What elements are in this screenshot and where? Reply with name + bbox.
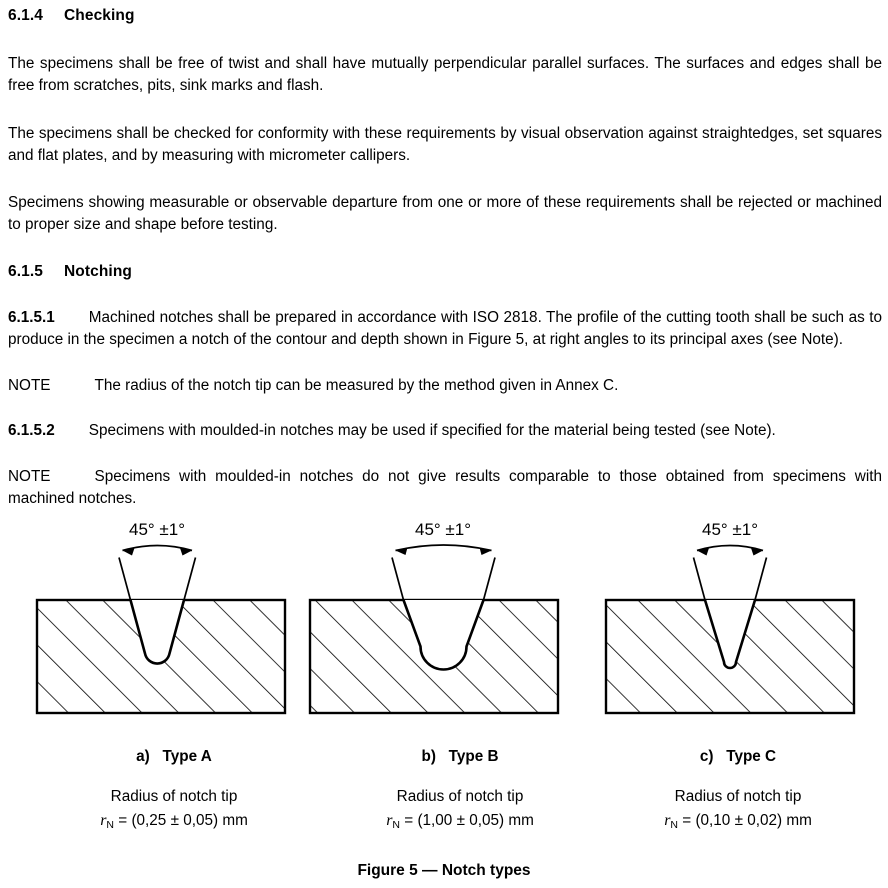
paragraph-checking-2: The specimens shall be checked for conformity with these requirements by visual observation against straightedges, set squares and flat plates, and by measuring with micrometer callipers. [8, 124, 882, 164]
notch-flank-left-b [392, 558, 404, 601]
caption-radius-heading-b: Radius of notch tip [396, 788, 524, 806]
paragraph-6-1-5-1 [8, 307, 882, 350]
paragraph-6-1-5-1-number: 6.1.5.1 [8, 309, 55, 327]
caption-column-b [312, 748, 608, 832]
heading-6-1-5-number: 6.1.5 [8, 262, 43, 280]
note-moulded-in-text: Specimens with moulded-in notches do not give results comparable to those obtained from specimens with machined notches. [8, 467, 882, 507]
angle-label-a: 45° ±1° [128, 520, 186, 539]
radius-symbol-b: r [386, 811, 393, 829]
notch-flank-right-c [755, 558, 767, 601]
caption-title-a: a) Type A [136, 748, 212, 765]
radius-symbol-c: r [664, 811, 671, 829]
heading-6-1-4-number: 6.1.4 [8, 7, 43, 24]
document-text-content [8, 6, 882, 509]
notch-diagram-type-a [12, 510, 308, 740]
notch-flank-right-b [484, 558, 496, 601]
figure-5-caption: Figure 5 — Notch types [357, 862, 531, 879]
paragraph-6-1-5-2-number: 6.1.5.2 [8, 422, 55, 440]
notch-flank-left-c [694, 558, 706, 601]
angle-label-c: 45° ±1° [701, 520, 759, 539]
caption-column-a [26, 748, 322, 832]
heading-6-1-5 [8, 262, 882, 281]
caption-radius-value-b [312, 809, 608, 832]
paragraph-6-1-5-2 [8, 420, 882, 442]
radius-expression-c: = (0,10 ± 0,02) mm [678, 811, 812, 829]
heading-6-1-4 [8, 6, 882, 25]
paragraph-checking-3: Specimens showing measurable or observable departure from one or more of these requirements shall be rejected or machined to proper size and shape before testing. [8, 194, 882, 233]
notch-flank-left-a [119, 558, 131, 601]
notch-flank-right-a [184, 558, 196, 601]
note-moulded-in [8, 466, 882, 509]
radius-subscript-c: N [670, 818, 679, 831]
note-annex-c-text: The radius of the notch tip can be measured by the method given in Annex C. [94, 376, 619, 394]
angle-label-b: 45° ±1° [414, 520, 472, 539]
angle-dimension-arc-b [396, 545, 492, 551]
radius-expression-b: = (1,00 ± 0,05) mm [400, 811, 534, 829]
note-annex-c-label: NOTE [8, 376, 51, 394]
radius-subscript-a: N [106, 818, 115, 831]
radius-subscript-b: N [392, 818, 401, 831]
heading-6-1-4-title: Checking [64, 7, 135, 24]
caption-title-c: c) Type C [699, 748, 777, 765]
radius-symbol-a: r [100, 811, 107, 829]
note-annex-c [8, 375, 882, 397]
note-moulded-in-label: NOTE [8, 467, 51, 485]
caption-radius-heading-a: Radius of notch tip [110, 788, 238, 806]
caption-title-b: b) Type B [421, 748, 499, 765]
notch-diagram-type-c [584, 510, 880, 740]
caption-radius-value-a [26, 809, 322, 832]
paragraph-6-1-5-1-text: Machined notches shall be prepared in accordance with ISO 2818. The profile of the cutting tooth shall be such as to produce in the specimen a notch of the contour and depth shown in Figure 5, at right angles to its principal axes (see Note). [8, 309, 882, 348]
caption-radius-value-c [590, 809, 886, 832]
caption-column-c [590, 748, 886, 832]
notch-diagram-type-b [298, 510, 594, 740]
figure-5 [0, 510, 888, 888]
figure-5-diagram-row [0, 510, 888, 740]
paragraph-checking-1: The specimens shall be free of twist and shall have mutually perpendicular parallel surfaces. The surfaces and edges shall be free from scratches, pits, sink marks and flash. [8, 55, 882, 95]
radius-expression-a: = (0,25 ± 0,05) mm [114, 811, 248, 829]
caption-radius-heading-c: Radius of notch tip [674, 788, 802, 806]
heading-6-1-5-title: Notching [64, 262, 132, 280]
paragraph-6-1-5-2-text: Specimens with moulded-in notches may be used if specified for the material being tested (see Note). [88, 422, 776, 440]
